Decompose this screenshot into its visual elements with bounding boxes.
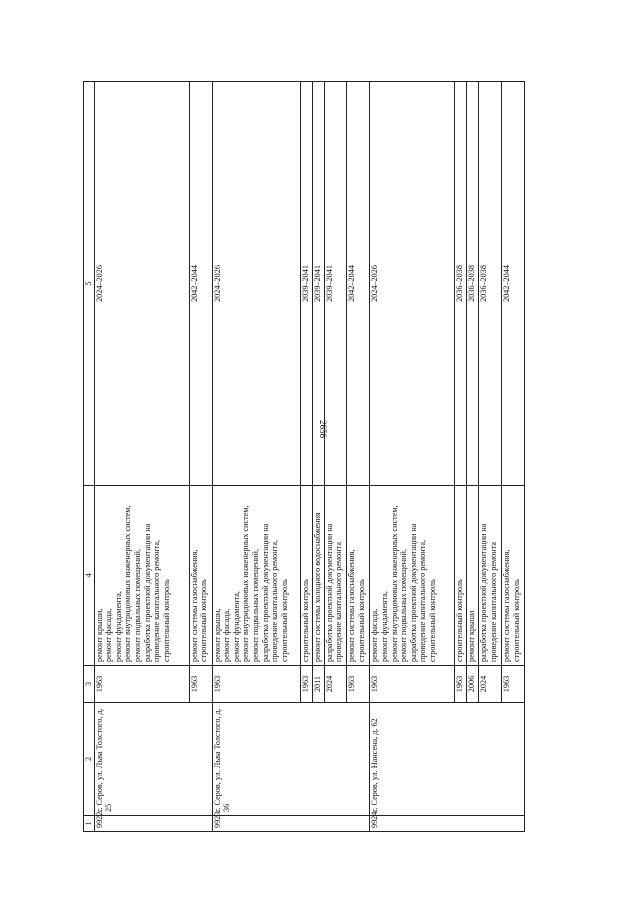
work-item: строительный контроль: [300, 579, 310, 662]
address-cell: г. Серов, ул. Нансена, д. 62: [370, 703, 525, 816]
table-row: [212, 82, 300, 832]
header-col-3: 3: [84, 666, 95, 703]
period-cell: 2024–2026: [94, 82, 189, 486]
works-cell: [300, 486, 312, 666]
work-item: проведение капитального ремонта,: [270, 539, 280, 662]
header-col-1: 1: [84, 816, 95, 832]
works-cell: [94, 486, 189, 666]
work-item: ремонт внутридомовых инженерных систем,: [241, 505, 251, 662]
works-cell: [455, 486, 467, 666]
period-cell: 2039–2041: [324, 82, 347, 486]
work-item: разработка проектной документации на: [479, 523, 489, 662]
work-item: проведение капитального ремонта,: [152, 539, 162, 662]
work-item: разработка проектной документации на: [408, 523, 418, 662]
work-item: ремонт крыши: [467, 610, 477, 662]
work-item: ремонт крыши,: [212, 608, 222, 662]
year-cell: 1963: [370, 666, 455, 703]
work-item: ремонт внутридомовых инженерных систем,: [389, 505, 399, 662]
work-item: ремонт системы газоснабжения,: [189, 549, 199, 662]
year-cell: 1963: [502, 666, 525, 703]
work-item: строительный контроль: [279, 579, 289, 662]
year-cell: 1963: [189, 666, 212, 703]
works-cell: [347, 486, 370, 666]
work-item: ремонт подвальных помещений,: [399, 549, 409, 662]
year-cell: 1963: [347, 666, 370, 703]
work-item: ремонт фундамента,: [113, 591, 123, 662]
works-cell: [479, 486, 502, 666]
year-cell: 1963: [300, 666, 312, 703]
header-col-4: 4: [84, 486, 95, 666]
year-cell: 2006: [467, 666, 479, 703]
work-item: ремонт подвальных помещений,: [132, 549, 142, 662]
work-item: строительный контроль: [357, 579, 367, 662]
year-cell: 1963: [212, 666, 300, 703]
row-number: 9924.: [370, 816, 525, 832]
work-item: разработка проектной документации на: [324, 523, 334, 662]
row-number: 9922.: [94, 816, 212, 832]
period-cell: 2036–2038: [479, 82, 502, 486]
work-item: проведение капитального ремонта: [334, 542, 344, 662]
header-col-5: 5: [84, 82, 95, 486]
works-cell: [212, 486, 300, 666]
year-cell: 2011: [312, 666, 324, 703]
work-item: строительный контроль: [199, 579, 209, 662]
work-item: строительный контроль: [455, 579, 465, 662]
work-item: ремонт крыши,: [94, 608, 104, 662]
period-cell: 2042–2044: [502, 82, 525, 486]
period-cell: 2024–2026: [212, 82, 300, 486]
work-item: ремонт системы газоснабжения,: [502, 549, 512, 662]
address-cell: г. Серов, ул. Льва Толстого, д. 36: [212, 703, 370, 816]
work-item: ремонт подвальных помещений,: [250, 549, 260, 662]
header-row: [84, 82, 95, 832]
work-item: проведение капитального ремонта,: [418, 539, 428, 662]
period-cell: 2042–2044: [347, 82, 370, 486]
work-item: строительный контроль: [161, 579, 171, 662]
works-cell: [502, 486, 525, 666]
work-item: ремонт фундамента,: [379, 591, 389, 662]
work-item: ремонт фундамента,: [231, 591, 241, 662]
period-cell: 2036–2038: [455, 82, 467, 486]
period-cell: 2024–2026: [370, 82, 455, 486]
year-cell: 1963: [455, 666, 467, 703]
work-item: ремонт фасада,: [370, 608, 380, 662]
work-item: разработка проектной документации на: [260, 523, 270, 662]
work-item: ремонт системы газоснабжения,: [347, 549, 357, 662]
works-cell: [324, 486, 347, 666]
address-cell: г. Серов, ул. Льва Толстого, д. 25: [94, 703, 212, 816]
table-row: [94, 82, 189, 832]
work-item: разработка проектной документации на: [142, 523, 152, 662]
works-cell: [467, 486, 479, 666]
period-cell: 2039–2041: [312, 82, 324, 486]
work-item: ремонт системы холодного водоснабжения: [312, 512, 322, 662]
page-number: 2656: [318, 420, 328, 438]
year-cell: 2024: [479, 666, 502, 703]
work-item: проведение капитального ремонта: [488, 542, 498, 662]
table-row: [370, 82, 455, 832]
work-item: ремонт фасада,: [222, 608, 232, 662]
works-cell: [370, 486, 455, 666]
year-cell: 2024: [324, 666, 347, 703]
works-cell: [189, 486, 212, 666]
work-item: ремонт внутридомовых инженерных систем,: [123, 505, 133, 662]
repair-schedule-table: [83, 81, 525, 832]
work-item: ремонт фасада,: [104, 608, 114, 662]
year-cell: 1963: [94, 666, 189, 703]
period-cell: 2039–2041: [300, 82, 312, 486]
row-number: 9923.: [212, 816, 370, 832]
works-cell: [312, 486, 324, 666]
work-item: строительный контроль: [427, 579, 437, 662]
work-item: строительный контроль: [511, 579, 521, 662]
period-cell: 2042–2044: [189, 82, 212, 486]
rotated-page: [83, 82, 525, 832]
header-col-2: 2: [84, 703, 95, 816]
period-cell: 2036–2038: [467, 82, 479, 486]
